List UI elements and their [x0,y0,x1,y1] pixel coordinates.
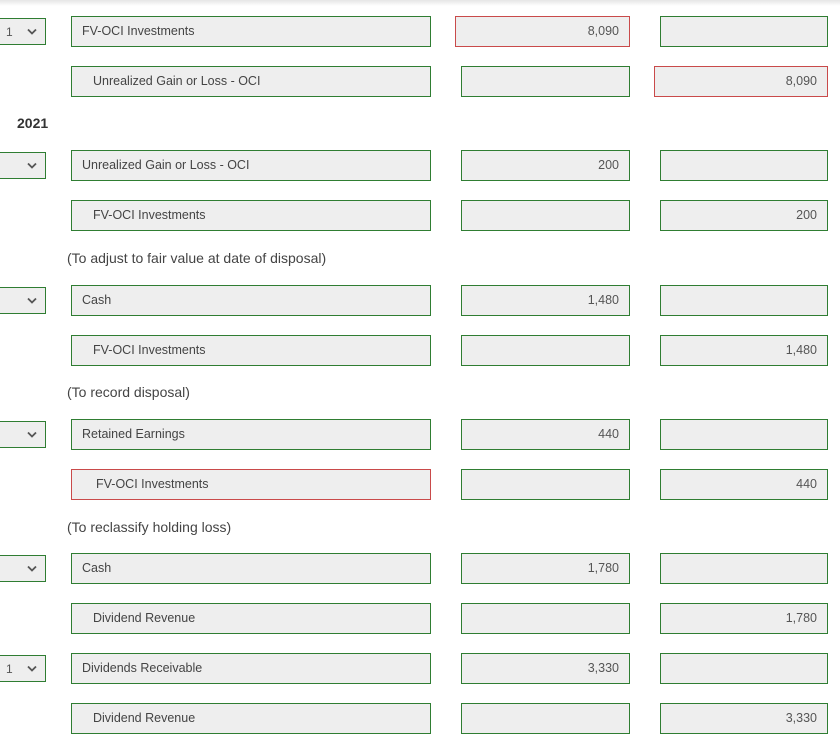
journal-row [0,419,840,450]
chevron-down-icon [27,162,37,170]
date-select[interactable] [0,655,46,682]
debit-amount-field[interactable] [461,469,630,500]
date-value: 1 [6,25,13,39]
account-field[interactable]: Dividend Revenue [71,703,431,734]
credit-amount-field[interactable] [660,150,828,181]
credit-amount-field[interactable] [660,419,828,450]
top-shadow [0,0,840,6]
credit-amount-field[interactable]: 440 [660,469,828,500]
debit-amount-field[interactable] [461,200,630,231]
date-value: 1 [6,662,13,676]
credit-amount-field[interactable]: 8,090 [654,66,828,97]
journal-row [0,150,840,181]
chevron-down-icon [27,28,37,36]
journal-row [0,335,840,366]
account-field[interactable]: Cash [71,285,431,316]
credit-amount-field[interactable]: 1,780 [660,603,828,634]
debit-amount-field[interactable] [461,703,630,734]
date-select[interactable] [0,287,46,314]
chevron-down-icon [27,665,37,673]
debit-amount-field[interactable]: 8,090 [455,16,630,47]
journal-row [0,653,840,684]
credit-amount-field[interactable]: 3,330 [660,703,828,734]
date-select[interactable] [0,421,46,448]
credit-amount-field[interactable]: 200 [660,200,828,231]
date-select[interactable] [0,18,46,45]
debit-amount-field[interactable]: 200 [461,150,630,181]
journal-row [0,285,840,316]
credit-amount-field[interactable] [660,16,828,47]
debit-amount-field[interactable]: 3,330 [461,653,630,684]
date-select[interactable] [0,555,46,582]
credit-amount-field[interactable] [660,285,828,316]
entry-note: (To reclassify holding loss) [67,519,232,535]
debit-amount-field[interactable]: 1,780 [461,553,630,584]
account-field[interactable]: Dividend Revenue [71,603,431,634]
account-field[interactable]: FV-OCI Investments [71,469,431,500]
account-field[interactable]: Cash [71,553,431,584]
chevron-down-icon [27,297,37,305]
account-field[interactable]: Dividends Receivable [71,653,431,684]
chevron-down-icon [27,431,37,439]
credit-amount-field[interactable] [660,553,828,584]
account-field[interactable]: Retained Earnings [71,419,431,450]
credit-amount-field[interactable] [660,653,828,684]
credit-amount-field[interactable]: 1,480 [660,335,828,366]
journal-row [0,16,840,47]
debit-amount-field[interactable] [461,335,630,366]
journal-row [0,66,840,97]
account-field[interactable]: Unrealized Gain or Loss - OCI [71,66,431,97]
debit-amount-field[interactable]: 440 [461,419,630,450]
debit-amount-field[interactable]: 1,480 [461,285,630,316]
debit-amount-field[interactable] [461,66,630,97]
journal-row [0,553,840,584]
journal-row [0,469,840,500]
account-field[interactable]: FV-OCI Investments [71,335,431,366]
date-select[interactable] [0,152,46,179]
chevron-down-icon [27,565,37,573]
debit-amount-field[interactable] [461,603,630,634]
entry-note: (To record disposal) [67,384,190,400]
account-field[interactable]: Unrealized Gain or Loss - OCI [71,150,431,181]
entry-note: (To adjust to fair value at date of disposal) [67,250,327,266]
account-field[interactable]: FV-OCI Investments [71,16,431,47]
journal-row [0,603,840,634]
account-field[interactable]: FV-OCI Investments [71,200,431,231]
journal-row [0,200,840,231]
journal-row [0,703,840,734]
year-label: 2021 [17,115,49,131]
